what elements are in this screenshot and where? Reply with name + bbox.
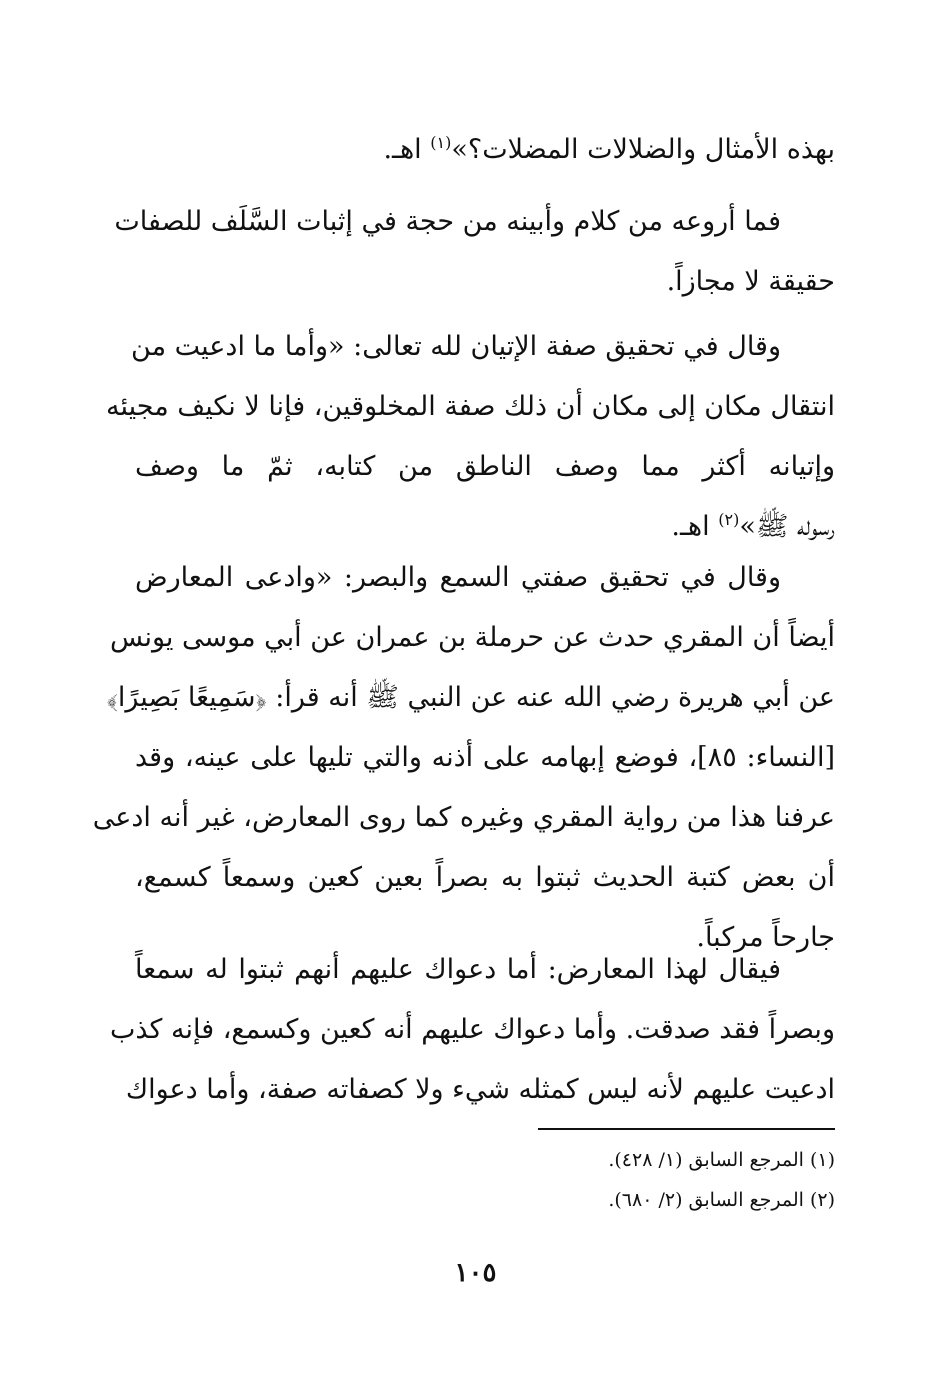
text-line: انتقال مكان إلى مكان أن ذلك صفة المخلوقين، فإنا لا نكيف مجيئه	[106, 391, 835, 422]
footnote-1: (١) المرجع السابق (١/ ٤٢٨).	[608, 1149, 835, 1171]
text-line: وبصراً فقد صدقت. وأما دعواك عليهم أنه كعين وكسمع، فإنه كذب	[109, 1014, 835, 1045]
text-line: فيقال لهذا المعارض: أما دعواك عليهم أنهم ثبتوا له سمعاً	[135, 954, 781, 985]
text-line: [النساء: ٨٥]، فوضع إبهامه على أذنه والتي تليها على عينه، وقد	[135, 742, 835, 773]
paragraph-5	[109, 940, 835, 1120]
footnote-ref-1: (١)	[430, 133, 452, 152]
page-number: ١٠٥	[454, 1258, 497, 1288]
footnote-ref-2: (٢)	[718, 510, 740, 529]
text-line: رسوله ﷺ»$^{(٢)}$ اهـ.	[671, 510, 835, 542]
text-line: فما أروعه من كلام وأبينه من حجة في إثبات السَّلَف للصفات	[114, 206, 781, 237]
text-line: بهذه الأمثال والضلالات المضلات؟»$^{(١)}$ اهـ.	[383, 133, 835, 165]
footnote-2: (٢) المرجع السابق (٢/ ٦٨٠).	[608, 1189, 835, 1211]
text-line: عرفنا هذا من رواية المقري وغيره كما روى المعارض، غير أنه ادعى	[92, 802, 835, 833]
text-line: أيضاً أن المقري حدث عن حرملة بن عمران عن أبي موسى يونس	[110, 622, 835, 653]
text-line: جارحاً مركباً.	[696, 922, 835, 953]
paragraph-2	[114, 192, 835, 312]
paragraph-3	[106, 317, 835, 557]
text-line: ادعيت عليهم لأنه ليس كمثله شيء ولا كصفاته صفة، وأما دعواك	[125, 1074, 835, 1105]
text-line: وقال في تحقيق صفتي السمع والبصر: «وادعى المعارض	[135, 562, 781, 593]
footnote-divider	[538, 1128, 835, 1130]
text-line: حقيقة لا مجازاً.	[666, 266, 835, 297]
paragraph-4	[92, 548, 835, 968]
paragraph-1	[135, 120, 835, 180]
text-line: أن بعض كتبة الحديث ثبتوا به بصراً بعين كعين وسمعاً كسمع،	[135, 862, 835, 893]
text-line: وإتيانه أكثر مما وصف الناطق من كتابه، ثمّ ما وصف	[135, 451, 835, 482]
text-line: وقال في تحقيق صفة الإتيان لله تعالى: «وأما ما ادعيت من	[131, 331, 781, 362]
text-line: عن أبي هريرة رضي الله عنه عن النبي ﷺ أنه قرأ: ﴿سَمِيعًا بَصِيرًا﴾	[106, 682, 835, 713]
